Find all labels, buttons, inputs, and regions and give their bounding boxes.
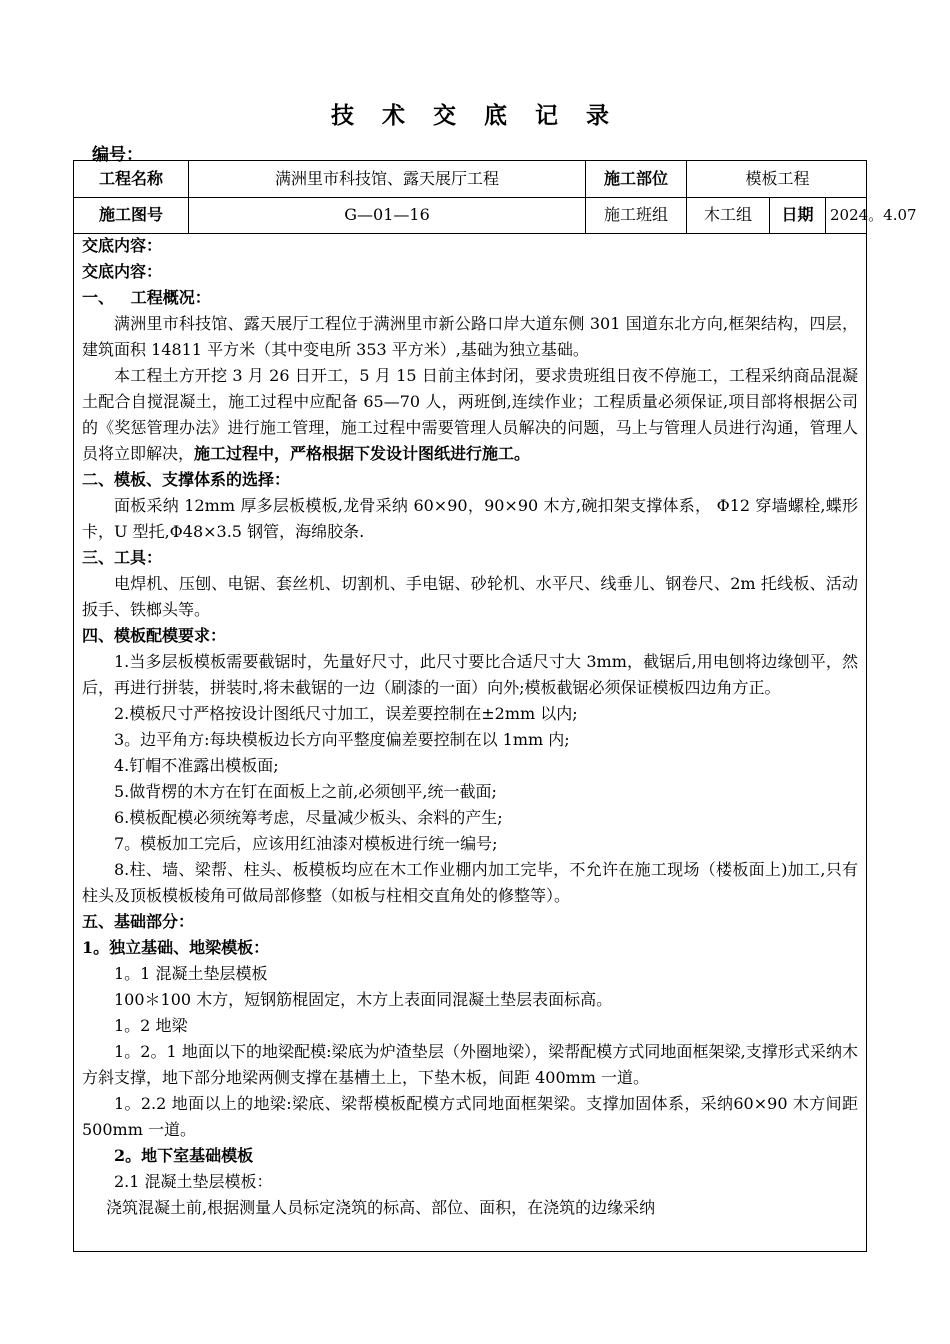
section-3-heading: 三、工具： bbox=[82, 548, 163, 567]
drawing-value: G—01—16 bbox=[189, 197, 586, 233]
section-4-item-1: 1.当多层板模板需要截锯时，先量好尺寸，此尺寸要比合适尺寸大 3mm，截锯后,用电刨将边缘刨平，然后，再进行拼装，拼装时,将未截锯的一边（刷漆的一面）向外;模板截锯必须保证模板四边角方正。 bbox=[82, 652, 858, 697]
section-5-1-heading: 1。独立基础、地梁模板： bbox=[82, 938, 270, 957]
project-name-label: 工程名称 bbox=[74, 161, 189, 197]
section-4-item-3: 3。边平角方:每块模板边长方向平整度偏差要控制在以 1mm 内; bbox=[114, 730, 570, 749]
section-4-item-4: 4.钉帽不准露出模板面; bbox=[114, 756, 279, 775]
info-table bbox=[74, 161, 917, 233]
section-2-heading: 二、模板、支撑体系的选择： bbox=[82, 470, 291, 489]
section-4-item-8: 8.柱、墙、梁帮、柱头、板模板均应在木工作业棚内加工完毕，不允许在施工现场（楼板面上)加工,只有柱头及顶板模板棱角可做局部修整（如板与柱相交直角处的修整等）。 bbox=[82, 860, 858, 905]
section-1-paragraph-1: 满洲里市科技馆、露天展厅工程位于满洲里市新公路口岸大道东侧 301 国道东北方向,框架结构，四层，建筑面积 14811 平方米（其中变电所 353 平方米）,基础为独立基础。 bbox=[82, 314, 858, 359]
info-row-1 bbox=[74, 161, 866, 198]
date-value: 2024。4.07 bbox=[830, 206, 917, 224]
section-4-item-6: 6.模板配模必须统筹考虑，尽量减少板头、余料的产生; bbox=[114, 808, 503, 827]
section-4-item-7: 7。模板加工完后，应该用红油漆对模板进行统一编号; bbox=[114, 834, 498, 853]
record-frame bbox=[73, 160, 917, 1252]
project-name-value: 满洲里市科技馆、露天展厅工程 bbox=[189, 161, 586, 197]
document-title: 技 术 交 底 记 录 bbox=[330, 102, 620, 129]
section-5-1-2-2-paragraph: 1。2.2 地面以上的地梁:梁底、梁帮模板配模方式同地面框架梁。支撑加固体系，采纳60×90 木方间距 500mm 一道。 bbox=[82, 1094, 858, 1139]
section-5-1-2-heading: 1。2 地梁 bbox=[114, 1016, 188, 1035]
section-4-item-5: 5.做背楞的木方在钉在面板上之前,必须刨平,统一截面; bbox=[114, 782, 497, 801]
date-label: 日期 bbox=[770, 197, 826, 233]
section-5-2-1-heading: 2.1 混凝土垫层模板： bbox=[114, 1172, 273, 1191]
team-label: 施工班组 bbox=[586, 197, 687, 233]
section-1-paragraph-2-emphasis: 施工过程中，严格根据下发设计图纸进行施工。 bbox=[194, 444, 531, 463]
section-1-paragraph-2 bbox=[82, 363, 858, 467]
drawing-label: 施工图号 bbox=[74, 197, 189, 233]
section-1-paragraph-2-text: 本工程土方开挖 3 月 26 日开工，5 月 15 日前主体封闭，要求贵班组日夜不停施工，工程采纳商品混凝土配合自搅混凝土，施工过程中应配备 65—70 人，两班倒,连续作业；工程质量必须保证,项目部将根据公司的《奖惩管理办法》进行施工管理，施工过程中需要管理人员解决的问题，马上与管理人员进行沟通，管理人员将立即解决， bbox=[82, 366, 858, 463]
section-3-paragraph: 电焊机、压刨、电锯、套丝机、切割机、手电锯、砂轮机、水平尺、线垂儿、钢卷尺、2m 托线板、活动扳手、铁榔头等。 bbox=[82, 574, 858, 619]
location-value: 模板工程 bbox=[745, 169, 810, 188]
section-2-paragraph: 面板采纳 12mm 厚多层板模板,龙骨采纳 60×90，90×90 木方,碗扣架支撑体系， Φ12 穿墙螺栓,蝶形卡，U 型托,Φ48×3.5 钢管，海绵胶条. bbox=[82, 496, 858, 541]
section-5-1-1-paragraph: 100＊100 木方，短钢筋棍固定，木方上表面同混凝土垫层表面标高。 bbox=[114, 990, 613, 1009]
section-5-1-2-1-paragraph: 1。2。1 地面以下的地梁配模:梁底为炉渣垫层（外圈地梁），梁帮配模方式同地面框架梁,支撑形式采纳木方斜支撑，地下部分地梁两侧支撑在基槽土上，下垫木板，间距 400mm 一道。 bbox=[82, 1042, 858, 1087]
content-label-repeat: 交底内容： bbox=[82, 262, 163, 281]
content-label: 交底内容： bbox=[82, 236, 163, 255]
section-5-2-heading: 2。地下室基础模板 bbox=[114, 1146, 254, 1165]
location-label: 施工部位 bbox=[586, 161, 687, 197]
section-4-item-2: 2.模板尺寸严格按设计图纸尺寸加工，误差要控制在±2mm 以内; bbox=[114, 704, 578, 723]
number-label: 编号： bbox=[92, 145, 143, 165]
team-value: 木工组 bbox=[687, 197, 770, 233]
content-body bbox=[74, 233, 866, 1251]
info-row-2 bbox=[74, 197, 917, 234]
section-5-2-1-paragraph: 浇筑混凝土前,根据测量人员标定浇筑的标高、部位、面积，在浇筑的边缘采纳 bbox=[106, 1198, 656, 1217]
section-5-heading: 五、基础部分： bbox=[82, 912, 195, 931]
section-1-heading: 一、 工程概况： bbox=[82, 288, 211, 307]
section-4-heading: 四、模板配模要求： bbox=[82, 626, 227, 645]
section-5-1-1-heading: 1。1 混凝土垫层模板 bbox=[114, 964, 268, 983]
